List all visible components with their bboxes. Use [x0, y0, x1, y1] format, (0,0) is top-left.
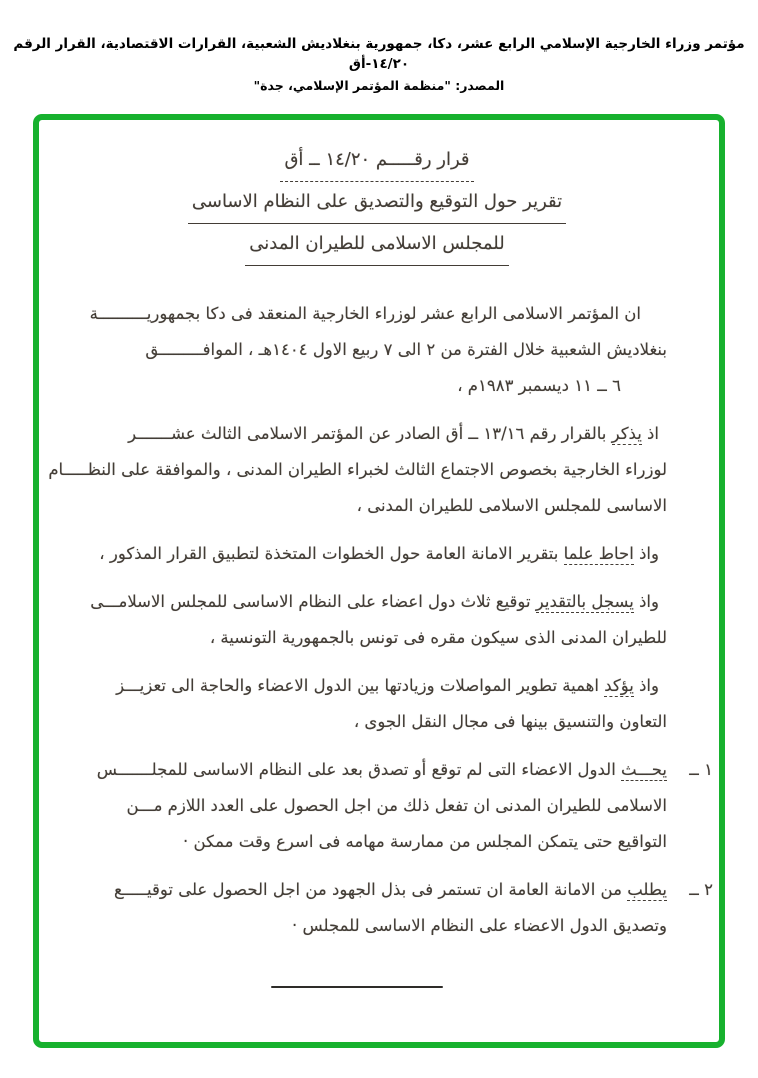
resolution-document	[48, 140, 713, 988]
text-line: ٦ ــ ١١ ديسمبر ١٩٨٣م ،	[457, 376, 621, 395]
text-line: وتصديق الدول الاعضاء على النظام الاساسى للمجلس ·	[291, 916, 667, 935]
resolution-title-block	[87, 140, 667, 266]
text-line: لوزراء الخارجية بخصوص الاجتماع الثالث لخبراء الطيران المدنى ، والموافقة على النظـــــام	[48, 460, 667, 479]
underlined-phrase: يذكر	[611, 424, 642, 443]
scanned-document-frame	[33, 114, 725, 1048]
item-body	[87, 752, 667, 860]
citation-header	[0, 0, 758, 95]
preamble-paragraph-4	[87, 584, 667, 656]
citation-source-line: المصدر: "منظمة المؤتمر الإسلامي، جدة"	[253, 78, 505, 93]
resolution-subject-title: تقرير حول التوقيع والتصديق على النظام الاساسى	[188, 182, 566, 224]
text-segment: اذ	[641, 424, 659, 443]
closing-divider	[271, 986, 443, 988]
text-segment: توقيع ثلاث دول اعضاء على النظام الاساسى للمجلس الاسلامـــى	[90, 592, 536, 611]
text-segment: الدول الاعضاء التى لم توقع أو تصدق بعد على النظام الاساسى للمجلـــــــس	[96, 760, 622, 779]
underlined-phrase: يسجل بالتقدير	[535, 592, 634, 611]
operative-item-2	[87, 872, 713, 944]
item-number: ٢ ــ	[689, 880, 713, 899]
text-line	[87, 416, 667, 452]
underlined-phrase: يؤكد	[604, 676, 634, 695]
text-segment: واذ	[633, 592, 659, 611]
text-line: ان المؤتمر الاسلامى الرابع عشر لوزراء الخارجية المنعقد فى دكا بجمهوريــــــــــة	[89, 304, 641, 323]
resolution-number-title: قرار رقـــــم ١٤/٢٠ ــ أق	[280, 140, 473, 182]
text-segment: بالقرار رقم ١٣/١٦ ــ أق الصادر عن المؤتمر الاسلامى الثالث عشـــــــر	[128, 424, 612, 443]
text-line: الاسلامى للطيران المدنى ان تفعل ذلك من اجل الحصول على العدد اللازم مـــن	[126, 796, 667, 815]
text-line: للطيران المدنى الذى سيكون مقره فى تونس بالجمهورية التونسية ،	[209, 628, 667, 647]
text-line: الاساسى للمجلس الاسلامى للطيران المدنى ،	[356, 496, 667, 515]
underlined-phrase: يحـــث	[621, 760, 667, 779]
item-number: ١ ــ	[689, 760, 713, 779]
text-line: التعاون والتنسيق بينها فى مجال النقل الجوى ،	[353, 712, 667, 731]
text-line: بنغلاديش الشعبية خلال الفترة من ٢ الى ٧ ربيع الاول ١٤٠٤هـ ، الموافـــــــــق	[145, 340, 667, 359]
preamble-paragraph-5	[87, 668, 667, 740]
text-line	[87, 536, 667, 572]
preamble-paragraph-1	[87, 296, 667, 404]
underlined-phrase: يطلب	[627, 880, 667, 899]
text-segment: اهمية تطوير المواصلات وزيادتها بين الدول الاعضاء والحاجة الى تعزيـــز	[116, 676, 605, 695]
text-line	[87, 584, 667, 620]
text-line	[87, 752, 667, 788]
preamble-paragraph-3	[87, 536, 667, 572]
text-line: التواقيع حتى يتمكن المجلس من ممارسة مهامه فى اسرع وقت ممكن ·	[182, 832, 667, 851]
underlined-phrase: احاط علما	[563, 544, 634, 563]
resolution-body-title: للمجلس الاسلامى للطيران المدنى	[245, 224, 508, 266]
text-line	[87, 668, 667, 704]
text-line	[87, 872, 667, 908]
item-body	[87, 872, 667, 944]
citation-line-1: مؤتمر وزراء الخارجية الإسلامي الرابع عشر، دكا، جمهورية بنغلاديش الشعبية، القرارات الاقتصادية، القرار الرقم ١٤/٢٠-أق	[13, 36, 745, 72]
text-segment: واذ	[633, 676, 659, 695]
text-segment: بتقرير الامانة العامة حول الخطوات المتخذة لتطبيق القرار المذكور ،	[99, 544, 564, 563]
text-segment: من الامانة العامة ان تستمر فى بذل الجهود من اجل الحصول على توقيـــــع	[114, 880, 628, 899]
preamble-paragraph-2	[48, 416, 667, 524]
text-segment: واذ	[633, 544, 659, 563]
operative-item-1	[87, 752, 713, 860]
